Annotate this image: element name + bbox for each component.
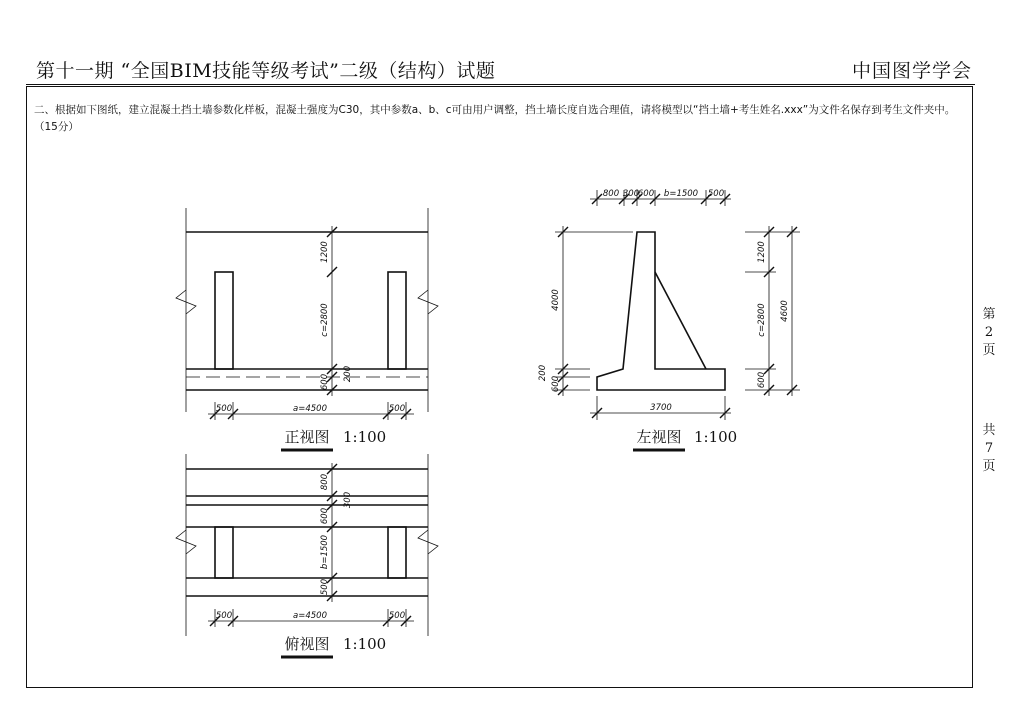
front-dim-left-pier: 500 <box>215 404 233 414</box>
front-dim-600: 600 <box>320 373 330 391</box>
total-pages-number: 7 <box>984 441 994 456</box>
total-label-gong: 共 <box>982 423 996 438</box>
front-dim-c: c=2800 <box>320 303 330 337</box>
left-dim-300: 300 <box>622 189 640 199</box>
front-view <box>176 208 438 450</box>
top-dim-500: 500 <box>320 578 330 596</box>
top-dim-300: 300 <box>343 491 353 509</box>
buttress-diagonal <box>655 272 706 369</box>
top-dim-left-pier: 500 <box>215 611 233 621</box>
front-dim-1200: 1200 <box>320 241 330 263</box>
right-dim-1200: 1200 <box>757 241 767 263</box>
front-dim-200: 200 <box>343 365 353 383</box>
front-pier-right <box>388 272 406 369</box>
page-label-di: 第 <box>982 307 996 322</box>
front-dim-right-pier: 500 <box>388 404 406 414</box>
top-dim-800: 800 <box>320 473 330 491</box>
top-pier-right <box>388 527 406 578</box>
right-dim-c: c=2800 <box>757 303 767 337</box>
top-pier-left <box>215 527 233 578</box>
top-dim-600: 600 <box>320 507 330 525</box>
left-view-scale: 1:100 <box>694 428 738 446</box>
front-dim-a: a=4500 <box>293 404 327 414</box>
left-dim-4000: 4000 <box>551 289 561 311</box>
top-dim-b: b=1500 <box>320 534 330 570</box>
top-dim-right-pier: 500 <box>388 611 406 621</box>
left-dim-h600: 600 <box>551 375 561 393</box>
question-score: （15分） <box>34 121 79 133</box>
page-number: 2 <box>984 325 994 340</box>
top-dim-a: a=4500 <box>293 611 327 621</box>
top-view <box>176 454 438 657</box>
left-dim-200: 200 <box>538 364 548 382</box>
top-view-horizontal-lines <box>186 469 428 596</box>
left-vdim-extensions <box>555 232 633 390</box>
right-dim-4600: 4600 <box>780 300 790 322</box>
page-label-ye: 页 <box>982 343 996 358</box>
top-view-title: 俯视图 <box>284 635 330 653</box>
front-pier-left <box>215 272 233 369</box>
front-view-title: 正视图 <box>284 428 330 446</box>
right-dim-600: 600 <box>757 371 767 389</box>
exam-title: 第十一期 “全国BIM技能等级考试”二级（结构）试题 <box>36 60 496 82</box>
left-dim-3700: 3700 <box>650 403 672 413</box>
left-dim-600: 600 <box>637 189 655 199</box>
organization-name: 中国图学学会 <box>851 60 972 82</box>
left-view-title: 左视图 <box>636 428 682 446</box>
left-dim-b: b=1500 <box>663 189 699 199</box>
top-view-scale: 1:100 <box>343 635 387 653</box>
front-view-scale: 1:100 <box>343 428 387 446</box>
left-dim-500: 500 <box>707 189 725 199</box>
retaining-wall-profile <box>597 232 725 390</box>
left-view <box>538 189 800 450</box>
total-label-ye: 页 <box>982 459 996 474</box>
left-dim-800: 800 <box>602 189 620 199</box>
question-body: 二、根据如下图纸，建立混凝土挡土墙参数化样板，混凝土强度为C30，其中参数a、b、c可由用户调整，挡土墙长度自选合理值，请将模型以“挡土墙+考生姓名.xxx”为文件名保存到考生文件夹中。 <box>34 104 956 116</box>
